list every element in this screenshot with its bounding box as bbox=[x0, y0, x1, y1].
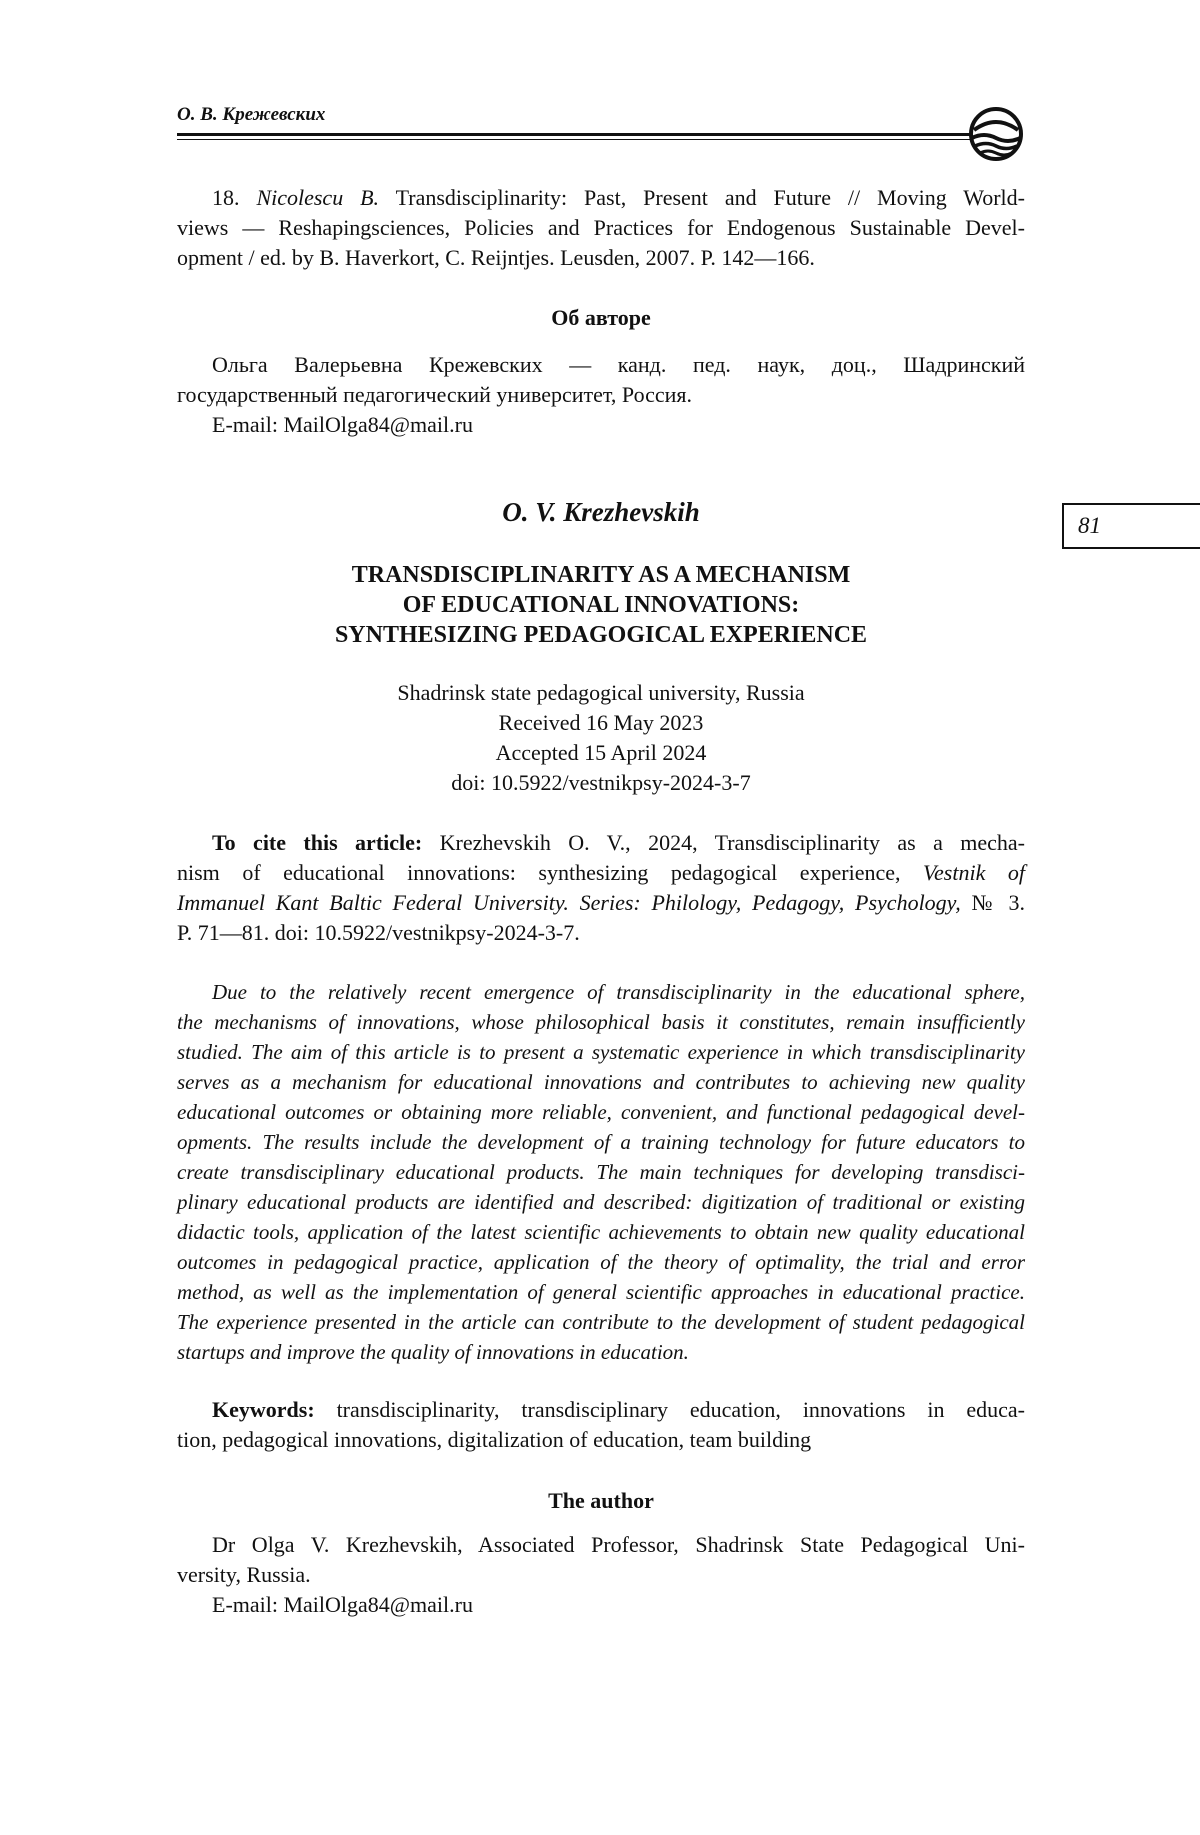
about-line: государственный педагогический университет, Россия. bbox=[177, 382, 693, 407]
abstract-line: Due to the relatively recent emergence of transdisciplinarity in the educational sphere, bbox=[212, 980, 1025, 1004]
journal-logo-icon bbox=[966, 106, 1026, 162]
about-author-ru-heading: Об авторе bbox=[551, 305, 651, 330]
reference-number: 18. bbox=[212, 185, 240, 210]
citation-journal: Immanuel Kant Baltic Federal University. Series: Philology, Pedagogy, Psychology, bbox=[177, 890, 961, 915]
about-email: E-mail: MailOlga84@mail.ru bbox=[212, 412, 473, 437]
keywords bbox=[177, 1395, 1025, 1455]
keywords-line: tion, pedagogical innovations, digitalization of education, team building bbox=[177, 1427, 812, 1452]
header-rule-thin bbox=[177, 139, 972, 140]
doi: doi: 10.5922/vestnikpsy-2024-3-7 bbox=[451, 770, 751, 795]
citation-text: nism of educational innovations: synthesizing pedagogical experience, bbox=[177, 860, 901, 885]
about-author-ru bbox=[177, 350, 1025, 440]
accepted-date: Accepted 15 April 2024 bbox=[495, 740, 707, 765]
author-email: E-mail: MailOlga84@mail.ru bbox=[212, 1592, 473, 1617]
citation-line: P. 71—81. doi: 10.5922/vestnikpsy-2024-3-7. bbox=[177, 920, 580, 945]
title-line: TRANSDISCIPLINARITY AS A MECHANISM bbox=[351, 562, 851, 588]
abstract-line: method, as well as the implementation of general scientific approaches in educational practice. bbox=[177, 1280, 1025, 1304]
abstract bbox=[177, 977, 1025, 1367]
page-number: 81 bbox=[1062, 503, 1200, 549]
header-rule-thick bbox=[177, 133, 972, 136]
reference-18 bbox=[177, 183, 1025, 273]
abstract-line: serves as a mechanism for educational innovations and contributes to achieving new quality bbox=[177, 1070, 1025, 1094]
citation-line bbox=[177, 858, 1025, 888]
keywords-text: transdisciplinarity, transdisciplinary education, innovations in educa- bbox=[336, 1397, 1026, 1422]
abstract-line: didactic tools, application of the latest scientific achievements to obtain new quality educational bbox=[177, 1220, 1025, 1244]
citation-line bbox=[177, 888, 1025, 918]
reference-line: views — Reshapingsciences, Policies and Practices for Endogenous Sustainable Devel- bbox=[177, 215, 1025, 240]
abstract-line: outcomes in pedagogical practice, application of the theory of optimality, the trial and error bbox=[177, 1250, 1025, 1274]
abstract-line: create transdisciplinary educational products. The main techniques for developing transdisci- bbox=[177, 1160, 1025, 1184]
abstract-line: opments. The results include the development of a training technology for future educators to bbox=[177, 1130, 1025, 1154]
abstract-line: The experience presented in the article can contribute to the development of student pedagogical bbox=[177, 1310, 1025, 1334]
title-line: SYNTHESIZING PEDAGOGICAL EXPERIENCE bbox=[334, 622, 868, 648]
reference-text: Transdisciplinarity: Past, Present and Future // Moving World- bbox=[395, 185, 1025, 210]
article-author: O. V. Krezhevskih bbox=[502, 497, 700, 527]
title-line: OF EDUCATIONAL INNOVATIONS: bbox=[402, 592, 800, 618]
article-meta bbox=[177, 678, 1025, 798]
abstract-line: studied. The aim of this article is to present a systematic experience in which transdisciplinarity bbox=[177, 1040, 1025, 1064]
citation-text: Krezhevskih O. V., 2024, Transdisciplinarity as a mecha- bbox=[439, 830, 1026, 855]
article-title bbox=[177, 560, 1025, 650]
abstract-line: educational outcomes or obtaining more reliable, convenient, and functional pedagogical devel- bbox=[177, 1100, 1025, 1124]
about-author-en bbox=[177, 1530, 1025, 1620]
citation-label: To cite this article: bbox=[212, 830, 423, 855]
running-head: О. В. Крежевских bbox=[177, 104, 326, 125]
abstract-line: the mechanisms of innovations, whose philosophical basis it constitutes, remain insufficiently bbox=[177, 1010, 1025, 1034]
keywords-line bbox=[177, 1395, 1025, 1425]
citation-line bbox=[177, 828, 1025, 858]
abstract-line: startups and improve the quality of innovations in education. bbox=[177, 1340, 689, 1364]
author-line: Dr Olga V. Krezhevskih, Associated Professor, Shadrinsk State Pedagogical Uni- bbox=[212, 1532, 1025, 1557]
reference-line bbox=[177, 183, 1025, 213]
abstract-line: plinary educational products are identified and described: digitization of traditional or existing bbox=[177, 1190, 1025, 1214]
about-author-en-heading: The author bbox=[548, 1488, 654, 1513]
citation-issue: № 3. bbox=[971, 890, 1025, 915]
received-date: Received 16 May 2023 bbox=[498, 710, 704, 735]
about-line: Ольга Валерьевна Крежевских — канд. пед. наук, доц., Шадринский bbox=[212, 352, 1025, 377]
reference-author: Nicolescu B. bbox=[256, 185, 380, 210]
citation-journal: Vestnik of bbox=[923, 860, 1025, 885]
citation bbox=[177, 828, 1025, 948]
affiliation: Shadrinsk state pedagogical university, Russia bbox=[397, 680, 805, 705]
keywords-label: Keywords: bbox=[212, 1397, 315, 1422]
reference-line: opment / ed. by B. Haverkort, C. Reijntjes. Leusden, 2007. P. 142—166. bbox=[177, 245, 815, 270]
author-line: versity, Russia. bbox=[177, 1562, 311, 1587]
